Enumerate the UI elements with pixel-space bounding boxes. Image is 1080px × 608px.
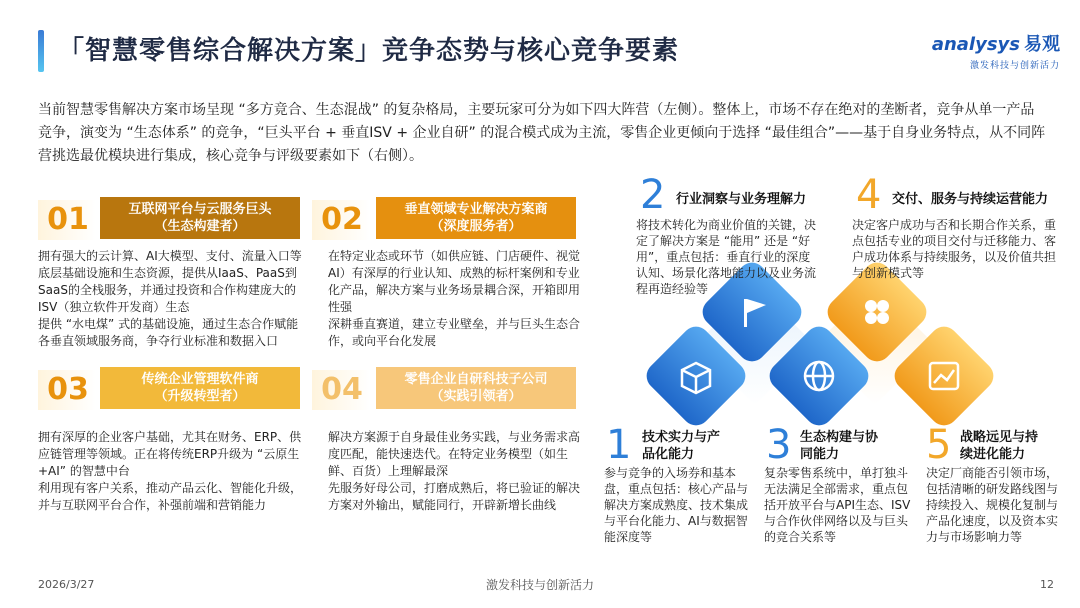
capability-title-line2: 续进化能力 — [960, 447, 1026, 462]
camp-label — [376, 197, 576, 239]
capability-text: 决定厂商能否引领市场，包括清晰的研发路线图与持续投入、规模化复制与产品化速度，以及资本实力与市场影响力等 — [926, 466, 1059, 544]
logo-cn: 易观 — [1024, 34, 1060, 55]
camp-label-line1: 互联网平台与云服务巨头 — [128, 202, 272, 217]
capability-number: 4 — [856, 172, 882, 218]
capability-text: 决定客户成功与否和长期合作关系，重点包括专业的项目交付与迁移能力、客户成功体系与持续服务，以及价值共担与创新模式等 — [852, 218, 1057, 280]
capability-text: 参与竞争的入场券和基本盘，重点包括：核心产品与解决方案成熟度、技术集成与平台化能力、AI与数据智能深度等 — [604, 466, 749, 544]
capability-number: 2 — [640, 172, 666, 218]
camp-description: 解决方案源于自身最佳业务实践，与业务需求高度匹配，能快速迭代。在特定业务模型（如生鲜、百货）上理解最深 先服务好母公司，打磨成熟后，将已验证的解决方案对外输出，赋能同行，开辟新增长曲线 — [328, 430, 581, 512]
camp-description: 在特定业态或环节（如供应链、门店硬件、视觉AI）有深厚的行业认知、成熟的标杆案例和专业化产品，解决方案与业务场景耦合深，开箱即用性强 深耕垂直赛道，建立专业壁垒，并与巨头生态合作，或向平台化发展 — [328, 249, 581, 348]
camp-number: 03 — [47, 372, 89, 407]
logo-text: analysys — [931, 34, 1020, 55]
camp-label-line1: 传统企业管理软件商 — [141, 372, 259, 387]
capability-text: 复杂零售系统中，单打独斗无法满足全部需求，重点包括开放平台与API生态、ISV与合作伙伴网络以及与巨头的竞合关系等 — [764, 466, 911, 544]
logo — [932, 30, 1060, 71]
camp-label-line2: （生态构建者） — [154, 219, 246, 234]
page-title: 「智慧零售综合解决方案」竞争态势与核心竞争要素 — [58, 36, 680, 66]
camp-label-line2: （实践引领者） — [430, 389, 522, 404]
footer-tagline: 激发科技与创新活力 — [485, 578, 594, 592]
camp-number: 01 — [47, 202, 89, 237]
page-number: 12 — [1040, 578, 1054, 591]
capability-title: 交付、服务与持续运营能力 — [892, 192, 1049, 207]
camp-description: 拥有深厚的企业客户基础，尤其在财务、ERP、供应链管理等领域。正在将传统ERP升级为 “云原生+AI” 的智慧中台 利用现有客户关系，推动产品云化、智能化升级，并与互联网平台合作，补强前端和营销能力 — [38, 430, 303, 512]
title-accent-bar — [38, 30, 44, 72]
camp-label — [100, 367, 300, 409]
camp-label-line1: 垂直领域专业解决方案商 — [404, 202, 548, 217]
capability-title: 战略远见与持 — [960, 430, 1039, 445]
camp-number: 02 — [321, 202, 363, 237]
capability-title-line2: 同能力 — [800, 447, 840, 462]
intro-paragraph: 当前智慧零售解决方案市场呈现 “多方竞合、生态混战” 的复杂格局，主要玩家可分为如下四大阵营（左侧）。整体上，市场不存在绝对的垄断者，竞争从单一产品竞争，演变为 “生态体系” 的竞争，“巨头平台 + 垂直ISV + 企业自研” 的混合模式成为主流，零售企业更倾向于选择 “最佳组合”——基于自身业务特点，从不同阵营挑选最优模块进行集成，核心竞争与评级要素如下（右侧）。 — [38, 102, 1046, 164]
capability-title: 生态构建与协 — [800, 430, 879, 445]
camp-number: 04 — [321, 372, 363, 407]
capability-title: 技术实力与产 — [642, 430, 721, 445]
capability-number: 5 — [926, 422, 952, 468]
logo-tagline: 激发科技与创新活力 — [969, 61, 1060, 71]
capability-number: 1 — [606, 422, 632, 468]
camp-label-line1: 零售企业自研科技子公司 — [404, 372, 548, 387]
capability-text: 将技术转化为商业价值的关键，决定了解决方案是 “能用” 还是 “好用”，重点包括：垂直行业的深度认知、场景化落地能力以及业务流程再造经验等 — [636, 218, 817, 296]
camp-description: 拥有强大的云计算、AI大模型、支付、流量入口等底层基础设施和生态资源，提供从IaaS、PaaS到SaaS的全栈服务，并通过投资和合作构建庞大的ISV（独立软件开发商）生态 提供 “水电煤” 式的基础设施，通过生态合作赋能各垂直领域服务商，争夺行业标准和数据入口 — [38, 249, 302, 348]
capability-title-line2: 品化能力 — [642, 447, 695, 462]
capability-diagram — [600, 172, 1070, 570]
camp-label — [376, 367, 576, 409]
capability-title: 行业洞察与业务理解力 — [676, 192, 807, 207]
camp-label — [100, 197, 300, 239]
capability-number: 3 — [766, 422, 792, 468]
footer-date: 2026/3/27 — [38, 578, 95, 591]
camp-label-line2: （升级转型者） — [154, 389, 246, 404]
camp-label-line2: （深度服务者） — [430, 219, 522, 234]
